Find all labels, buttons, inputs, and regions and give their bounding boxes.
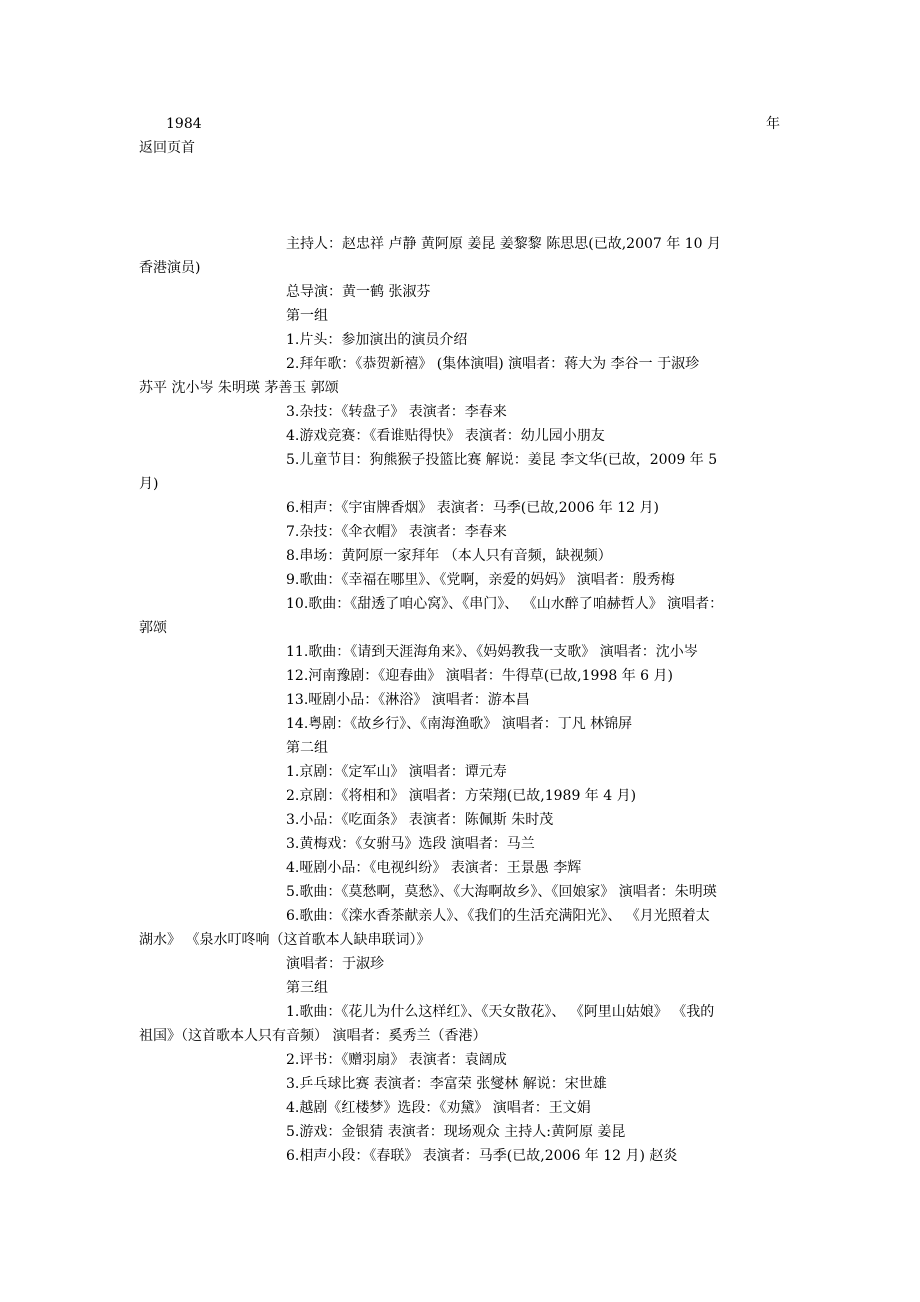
- header-year-number: 1984: [166, 116, 202, 132]
- program-item: 2.京剧：《将相和》 演唱者：方荣翔(已故,1989 年 4 月): [286, 788, 637, 804]
- program-item: 3.乒乓球比赛 表演者：李富荣 张燮林 解说：宋世雄: [286, 1076, 607, 1092]
- program-item: 11.歌曲：《请到天涯海角来》、《妈妈教我一支歌》 演唱者：沈小岑: [286, 644, 698, 660]
- program-item: 9.歌曲：《幸福在哪里》、《党啊，亲爱的妈妈》 演唱者：殷秀梅: [286, 572, 675, 588]
- program-item: 13.哑剧小品：《淋浴》 演唱者：游本昌: [286, 692, 530, 708]
- program-item: 5.儿童节目：狗熊猴子投篮比赛 解说：姜昆 李文华(已故，2009 年 5: [286, 452, 718, 468]
- program-item: 5.游戏：金银猜 表演者：现场观众 主持人:黄阿原 姜昆: [286, 1124, 626, 1140]
- header-year-char: 年: [766, 116, 780, 132]
- program-item-cont: 祖国》（这首歌本人只有音频） 演唱者：奚秀兰（香港）: [139, 1028, 487, 1044]
- program-item: 1.歌曲：《花儿为什么这样红》、《天女散花》、 《阿里山姑娘》 《我的: [286, 1004, 715, 1020]
- hosts-line: 主持人：赵忠祥 卢静 黄阿原 姜昆 姜黎黎 陈思思(已故,2007 年 10 月: [286, 236, 721, 252]
- program-item: 8.串场：黄阿原一家拜年 （本人只有音频，缺视频）: [286, 548, 612, 564]
- program-item: 12.河南豫剧：《迎春曲》 演唱者：牛得草(已故,1998 年 6 月): [286, 668, 673, 684]
- director-line: 总导演：黄一鹤 张淑芬: [286, 284, 431, 300]
- program-item: 2.评书：《赠羽扇》 表演者：袁阔成: [286, 1052, 507, 1068]
- program-item-performer: 演唱者：于淑珍: [286, 956, 384, 972]
- program-item: 4.哑剧小品：《电视纠纷》 表演者：王景愚 李辉: [286, 860, 582, 876]
- program-item: 6.相声：《宇宙牌香烟》 表演者：马季(已故,2006 年 12 月): [286, 500, 659, 516]
- program-item: 4.游戏竞赛：《看谁贴得快》 表演者：幼儿园小朋友: [286, 428, 605, 444]
- program-item: 3.杂技：《转盘子》 表演者：李春来: [286, 404, 507, 420]
- program-item: 7.杂技：《伞衣帽》 表演者：李春来: [286, 524, 507, 540]
- program-item-cont: 郭颂: [139, 620, 167, 636]
- program-item: 3.黄梅戏：《女驸马》选段 演唱者：马兰: [286, 836, 535, 852]
- program-item: 1.京剧：《定军山》 演唱者：谭元寿: [286, 764, 507, 780]
- program-item: 1.片头：参加演出的演员介绍: [286, 332, 468, 348]
- program-item-cont: 月): [139, 476, 159, 492]
- program-item: 5.歌曲：《莫愁啊，莫愁》、《大海啊故乡》、《回娘家》 演唱者：朱明瑛: [286, 884, 717, 900]
- program-item: 6.歌曲：《滦水香茶献亲人》、《我们的生活充满阳光》、 《月光照着太: [286, 908, 710, 924]
- program-item: 6.相声小段：《春联》 表演者：马季(已故,2006 年 12 月) 赵炎: [286, 1148, 678, 1164]
- group-3-heading: 第三组: [286, 980, 328, 996]
- program-item: 2.拜年歌：《恭贺新禧》 (集体演唱) 演唱者：蒋大为 李谷一 于淑珍: [286, 356, 700, 372]
- back-to-top-link[interactable]: 返回页首: [139, 140, 195, 156]
- group-2-heading: 第二组: [286, 740, 328, 756]
- group-1-heading: 第一组: [286, 308, 328, 324]
- program-item-cont: 苏平 沈小岑 朱明瑛 茅善玉 郭颂: [139, 380, 339, 396]
- hosts-line-cont: 香港演员): [139, 260, 201, 276]
- program-item: 10.歌曲：《甜透了咱心窝》、《串门》、 《山水醉了咱赫哲人》 演唱者：: [286, 596, 724, 612]
- program-item: 3.小品：《吃面条》 表演者：陈佩斯 朱时茂: [286, 812, 554, 828]
- program-item: 4.越剧《红楼梦》选段：《劝黛》 演唱者：王文娟: [286, 1100, 591, 1116]
- program-item-cont: 湖水》 《泉水叮咚响（这首歌本人缺串联词）》: [139, 932, 431, 948]
- program-item: 14.粤剧：《故乡行》、《南海渔歌》 演唱者：丁凡 林锦屏: [286, 716, 633, 732]
